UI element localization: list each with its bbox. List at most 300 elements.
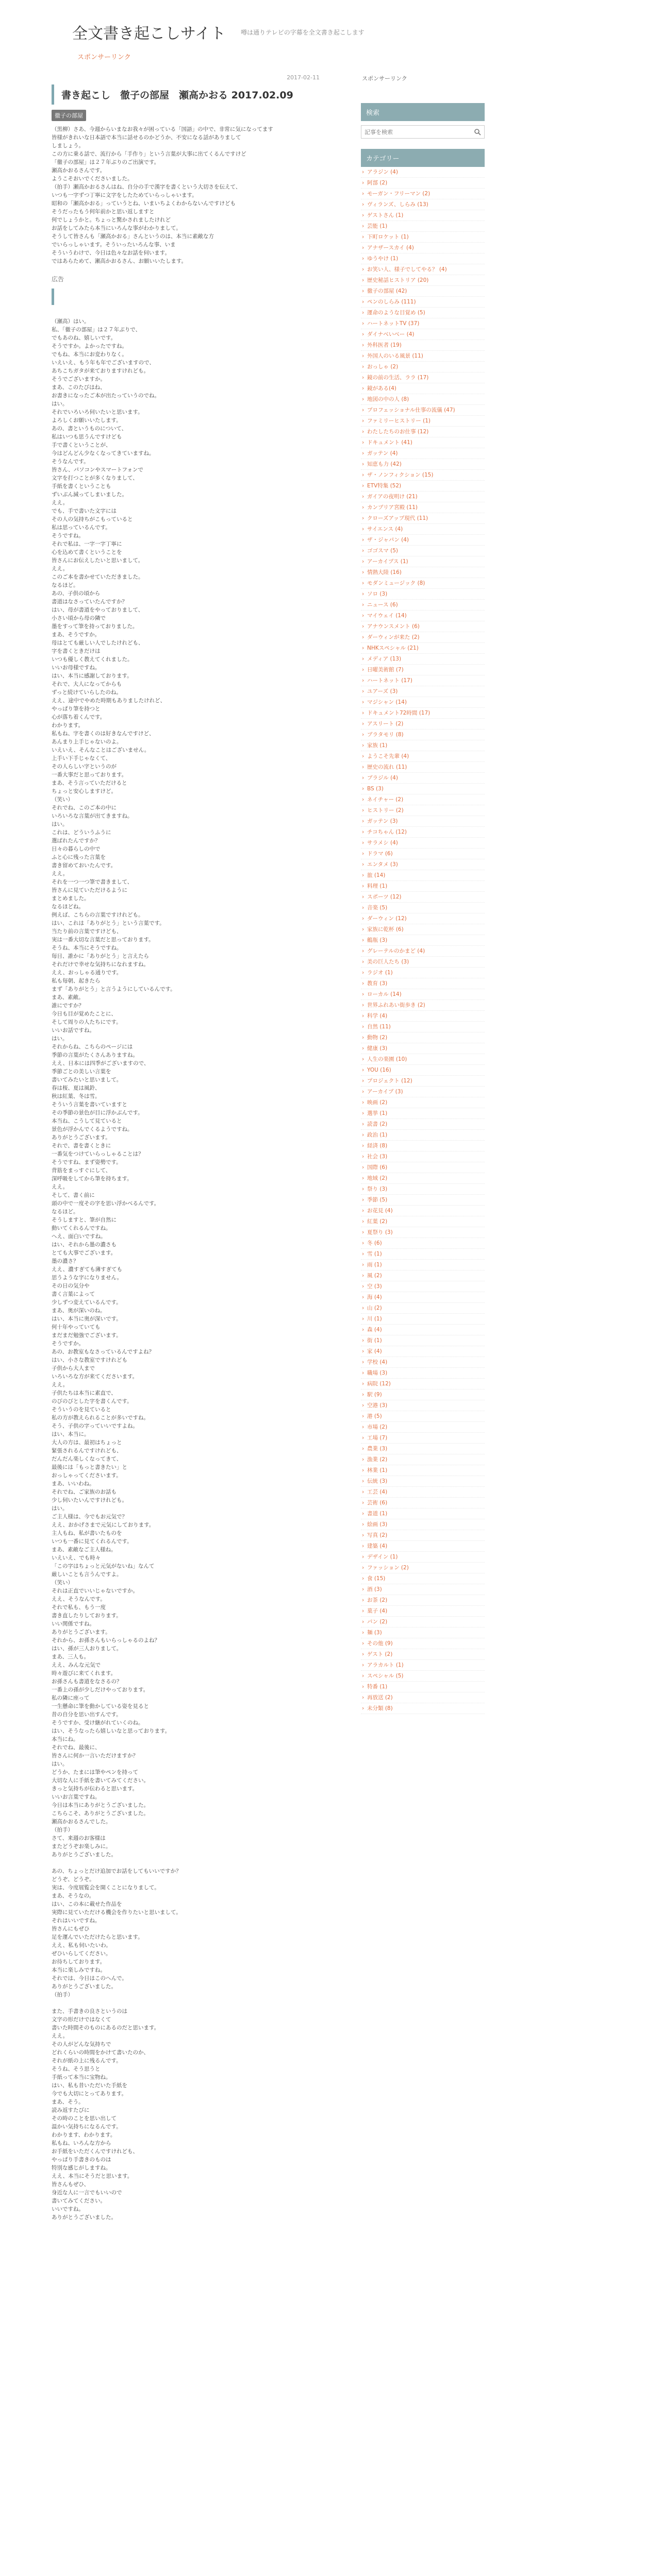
category-item[interactable]: › 科学 (4) <box>361 1011 485 1022</box>
text-line: このご本を書かせていただきました。 <box>52 574 144 580</box>
text-line: これは、どういうふうに <box>52 829 111 836</box>
text-line: それでいろいろ伺いたいと思います。 <box>52 409 143 415</box>
category-item[interactable]: › 山 (2) <box>361 1303 485 1314</box>
text-line: そうしますと、筆が自然に <box>52 1217 117 1223</box>
category-item[interactable]: › ニュース (6) <box>361 600 485 611</box>
category-item[interactable]: › 芸能 (1) <box>361 221 485 232</box>
category-item[interactable]: › デザイン (1) <box>361 1552 485 1563</box>
category-item[interactable]: › YOU (16) <box>361 1065 485 1076</box>
category-item[interactable]: › ヒストリー (2) <box>361 805 485 816</box>
category-item[interactable]: › 自然 (11) <box>361 1022 485 1032</box>
text-line: 私、「徹子の部屋」は２７年ぶりで、 <box>52 327 141 333</box>
text-line: 私の隣に座って <box>52 1695 90 1701</box>
text-line: 春は桜、夏は風鈴、 <box>52 1085 101 1091</box>
category-item[interactable]: › アナウンスメント (6) <box>361 621 485 632</box>
text-line: そうですか、受け継がれていくのね。 <box>52 1720 144 1726</box>
category-item[interactable]: › サイエンス (4) <box>361 524 485 535</box>
category-list <box>361 167 485 1714</box>
text-line: やっぱり手書きのものは <box>52 2157 111 2163</box>
category-item[interactable]: › BS (3) <box>361 784 485 794</box>
text-line: 深呼吸をしてから筆を持ちます。 <box>52 1176 133 1182</box>
text-line: 墨の濃さ？ <box>52 1258 79 1264</box>
text-line: 日々の暮らしの中で <box>52 846 101 852</box>
category-item[interactable]: › ドキュメント72時間 (17) <box>361 708 485 719</box>
text-line: それから、お孫さんもいらっしゃるのよね？ <box>52 1637 160 1643</box>
category-item[interactable]: › 地図の中の人 (8) <box>361 394 485 405</box>
text-line: あの、お教室もなさっているんですよね？ <box>52 1349 155 1355</box>
text-line: おっしゃってくださいます。 <box>52 1472 122 1479</box>
site-title[interactable]: 全文書き起こしサイト <box>72 25 226 43</box>
text-line: 身近な人に一言でもいいので <box>52 2190 122 2196</box>
category-item[interactable]: › ザ・ジャパン (4) <box>361 535 485 546</box>
category-item[interactable]: › 港 (5) <box>361 1411 485 1422</box>
text-line: あんまり上手じゃないのよ。 <box>52 739 122 745</box>
category-item[interactable]: › 季節 (5) <box>361 1195 485 1206</box>
text-line: それは正直でいいじゃないですか。 <box>52 1588 138 1594</box>
text-line: ええ、みんな元気で <box>52 1662 101 1668</box>
text-line: ええ。 <box>52 871 69 877</box>
text-line: 本当にね。 <box>52 1736 79 1742</box>
category-item[interactable]: › 麺 (3) <box>361 1628 485 1638</box>
category-item[interactable]: › ユアーズ (3) <box>361 686 485 697</box>
category-item[interactable]: › 国際 (6) <box>361 1162 485 1173</box>
text-line: いいお言葉ですね。 <box>52 1794 101 1800</box>
category-item[interactable]: › ラジオ (1) <box>361 968 485 978</box>
category-item[interactable]: › 情熱大陸 (16) <box>361 567 485 578</box>
category-item[interactable]: › モーガン・フリーマン (2) <box>361 189 485 199</box>
category-item[interactable]: › 家 (4) <box>361 1346 485 1357</box>
text-line: でもね、本当にお変わりなく。 <box>52 351 127 358</box>
quote-bar <box>52 289 54 305</box>
category-item[interactable]: › 建築 (4) <box>361 1541 485 1552</box>
category-item[interactable]: › ファッション (2) <box>361 1563 485 1573</box>
category-item[interactable]: › マジシャン (14) <box>361 697 485 708</box>
category-item[interactable]: › 市場 (2) <box>361 1422 485 1433</box>
category-item[interactable]: › 工場 (7) <box>361 1433 485 1444</box>
category-item[interactable]: › 雪 (1) <box>361 1249 485 1260</box>
category-item[interactable]: › 駅 (9) <box>361 1389 485 1400</box>
category-item[interactable]: › 食 (15) <box>361 1573 485 1584</box>
text-line: 昭和の「瀬高かおる」っていうとね、いまいちよくわからないんですけども <box>52 200 236 207</box>
text-line: 主人もね、私が書いたものを <box>52 1530 122 1536</box>
text-line: 私もね、いろんな方から <box>52 2140 111 2146</box>
category-item[interactable]: › 美の巨人たち (3) <box>361 957 485 968</box>
category-item[interactable]: › 職場 (3) <box>361 1368 485 1379</box>
category-item[interactable]: › 写真 (2) <box>361 1530 485 1541</box>
text-line: 文字の形だけではなくて <box>52 2016 111 2023</box>
text-line: ちょっと安心しますけど。 <box>52 788 117 794</box>
category-item[interactable]: › アーカイブ (3) <box>361 1087 485 1097</box>
category-item[interactable]: › アラジン (4) <box>361 167 485 178</box>
text-line: 特別な感じがしますね。 <box>52 2165 111 2171</box>
text-line: 小さい頃から母の隣で <box>52 615 106 621</box>
text-line: 皆さんにお伝えしたいと思いまして。 <box>52 557 144 564</box>
category-item[interactable]: › お茶 (2) <box>361 1595 485 1606</box>
text-line: 厳しいことも言うんですよ。 <box>52 1571 122 1578</box>
text-line: それでは、今日はこのへんで。 <box>52 1975 127 1981</box>
text-line: 私はいつも思うんですけども <box>52 434 122 440</box>
category-item[interactable]: › 経済 (8) <box>361 1141 485 1151</box>
search-heading: 検索 <box>361 103 485 121</box>
text-line: 本当ね、こうして見ていると <box>52 1118 122 1124</box>
category-item[interactable]: › 知恵も力 (42) <box>361 459 485 470</box>
category-item[interactable]: › 鏡の前の生活、ララ (17) <box>361 372 485 383</box>
category-item[interactable]: › 音楽 (5) <box>361 903 485 913</box>
text-line: ぜひいらしてください。 <box>52 1951 111 1957</box>
text-line: ではあらためて、瀬高かおるさん、お願いいたします。 <box>52 258 187 264</box>
text-line: ずっと続けていらしたのね。 <box>52 689 122 696</box>
category-item[interactable]: › ローカル (14) <box>361 989 485 1000</box>
text-line: ありがとうございます。 <box>52 1134 111 1141</box>
category-item[interactable]: › ガッテン (4) <box>361 448 485 459</box>
text-line: はい、この本に載せた作品を <box>52 1901 122 1907</box>
category-item[interactable]: › 家族に乾杯 (6) <box>361 924 485 935</box>
main-article <box>52 72 340 2576</box>
text-line: その人がどんな気持ちで <box>52 2041 111 2047</box>
category-item[interactable]: › 冬 (6) <box>361 1238 485 1249</box>
category-item[interactable]: › ドラマ (6) <box>361 849 485 859</box>
text-line: 私も毎朝、起きたら <box>52 978 101 984</box>
category-item[interactable]: › おっしゃ (2) <box>361 362 485 372</box>
text-line: 大切な人に手紙を書いてみてください。 <box>52 1777 149 1784</box>
text-line: 毎日、誰かに「ありがとう」と言えたら <box>52 953 149 959</box>
text-line: 思うような字になりません。 <box>52 1275 123 1281</box>
text-line: 瀬高かおるさんでした。 <box>52 1819 111 1825</box>
text-line: 私の方が教えられることが多いですね。 <box>52 1415 149 1421</box>
category-item[interactable]: › 絵画 (3) <box>361 1519 485 1530</box>
text-line <box>52 1859 340 1867</box>
category-item[interactable]: › プロジェクト (12) <box>361 1076 485 1087</box>
search-input[interactable] <box>361 126 465 138</box>
category-item[interactable]: › 鏡がある(4) <box>361 383 485 394</box>
text-line: あの、ちょっとだけ追加でお話をしてもいいですか？ <box>52 1868 181 1874</box>
category-item[interactable]: › ザ・ノンフィクション (15) <box>361 470 485 481</box>
text-line: 手で書くということが、 <box>52 442 111 448</box>
category-item[interactable]: › 外国人のいる風景 (11) <box>361 351 485 362</box>
category-item[interactable]: › 農業 (3) <box>361 1444 485 1454</box>
text-line: 読み返すたびに <box>52 2107 90 2113</box>
text-line: 実際に見ていただける機会を作りたいと思いまして。 <box>52 1909 181 1916</box>
category-item[interactable]: › 外科医者 (19) <box>361 340 485 351</box>
category-item[interactable]: › 人生の楽園 (10) <box>361 1054 485 1065</box>
category-item[interactable]: › 森 (4) <box>361 1325 485 1335</box>
category-item[interactable]: › 工芸 (4) <box>361 1487 485 1498</box>
category-item[interactable]: › 書道 (1) <box>361 1509 485 1519</box>
category-item[interactable]: › エンタメ (3) <box>361 859 485 870</box>
text-line: まあ、奥が深いのね。 <box>52 1308 106 1314</box>
text-line: 心を込めて書くということを <box>52 549 122 555</box>
category-item[interactable]: › クローズアップ現代 (11) <box>361 513 485 524</box>
text-line: お話をしてみたら本当にいろんな事がわかりまして。 <box>52 225 181 231</box>
text-line: 私は思っているんです。 <box>52 524 111 531</box>
text-line: はい、小さな教室ですけれども <box>52 1357 127 1363</box>
text-line: きっと気持ちが伝わると思います。 <box>52 1786 138 1792</box>
category-item[interactable]: › ハートネットTV (37) <box>361 318 485 329</box>
content-wrapper <box>52 72 610 2576</box>
category-item[interactable]: › 教育 (3) <box>361 978 485 989</box>
text-line: 当たり前の言葉ですけども、 <box>52 928 122 935</box>
text-line: なるほどね。 <box>52 904 84 910</box>
category-item[interactable]: › お花見 (4) <box>361 1206 485 1216</box>
text-line: 墨をすって筆を持っておりました。 <box>52 623 138 630</box>
text-line: そうでございますか。 <box>52 376 106 382</box>
category-item[interactable]: › プロフェッショナル仕事の流儀 (47) <box>361 405 485 416</box>
category-item[interactable]: › ダイナべいべー (4) <box>361 329 485 340</box>
text-line: ようこそおいでくださいました。 <box>52 176 133 182</box>
search-box <box>361 125 485 139</box>
category-item[interactable]: › ダーウィンが来た (2) <box>361 632 485 643</box>
category-item[interactable]: › チコちゃん (12) <box>361 827 485 838</box>
category-item[interactable]: › ようこそ先輩 (4) <box>361 751 485 762</box>
category-item[interactable]: › 祭り (3) <box>361 1184 485 1195</box>
category-item[interactable]: › 料理 (1) <box>361 881 485 892</box>
category-item[interactable]: › ゲスト (2) <box>361 1649 485 1660</box>
site-header <box>0 0 662 72</box>
category-item[interactable]: › 海 (4) <box>361 1292 485 1303</box>
text-line: そうして皆さんも「瀬高かおる」さんというのは、本当に素敵な方 <box>52 233 214 240</box>
category-item[interactable]: › カンブリア宮殿 (11) <box>361 502 485 513</box>
text-line: はい、本当に感謝しております。 <box>52 673 133 679</box>
text-line: ええ、本当にそうだと思います。 <box>52 2173 133 2179</box>
ad-label: 広告 <box>52 276 64 283</box>
category-heading: カテゴリー <box>361 149 485 167</box>
category-item[interactable]: › 芸術 (6) <box>361 1498 485 1509</box>
text-line: ええ、途中でやめた時期もありましたけれど、 <box>52 698 166 704</box>
text-line: 心が落ち着くんです。 <box>52 714 106 720</box>
text-line: はい。 <box>52 1761 68 1767</box>
category-item[interactable]: › その他 (9) <box>361 1638 485 1649</box>
text-line: 書き直したりしております。 <box>52 1613 122 1619</box>
category-item[interactable]: › 学校 (4) <box>361 1357 485 1368</box>
text-line: あの、子供の頃から <box>52 590 101 597</box>
category-item[interactable]: › ゲストさん (1) <box>361 210 485 221</box>
text-line: ええ。 <box>52 500 69 506</box>
text-line: ええ、そうなんです。 <box>52 1596 106 1602</box>
text-line: そういうわけで、今日は色々なお話を伺います。 <box>52 250 170 256</box>
text-line: 文字を打つことが多くなりまして、 <box>52 475 138 481</box>
category-item[interactable]: › 日曜美術館 (7) <box>361 665 485 675</box>
text-line: ふと心に残った言葉を <box>52 854 106 860</box>
text-line: それで私も、もう一度 <box>52 1604 106 1611</box>
category-item[interactable]: › 地域 (2) <box>361 1173 485 1184</box>
text-line: 一番大事だと思っております。 <box>52 772 127 778</box>
text-line: 子供たちは本当に素直で、 <box>52 1390 117 1396</box>
category-item[interactable]: › 家族 (1) <box>361 740 485 751</box>
text-line: まとめました。 <box>52 895 90 902</box>
category-item[interactable]: › 再放送 (2) <box>361 1692 485 1703</box>
post-title-box <box>52 84 340 105</box>
category-item[interactable]: › 漁業 (2) <box>361 1454 485 1465</box>
category-tag[interactable]: 徹子の部屋 <box>52 110 86 121</box>
category-item[interactable]: › ゆうやけ (1) <box>361 253 485 264</box>
category-item[interactable]: › 伝統 (3) <box>361 1476 485 1487</box>
text-line: 例えば、こちらの言葉ですけれども。 <box>52 912 144 918</box>
text-line: はい。 <box>52 1505 68 1512</box>
text-line: 手紙を書くということも <box>52 483 111 489</box>
category-item[interactable]: › 社会 (3) <box>361 1151 485 1162</box>
text-line: そうね、そう思うと <box>52 2066 101 2072</box>
category-item[interactable]: › ダーウィン (12) <box>361 913 485 924</box>
text-line: ええ、おかげさまで元気にしております。 <box>52 1522 155 1528</box>
category-item[interactable]: › 運命のような目覚め (5) <box>361 308 485 318</box>
category-item[interactable]: › 鶴瓶 (3) <box>361 935 485 946</box>
category-item[interactable]: › ガイアの夜明け (21) <box>361 492 485 502</box>
text-line: （笑い） <box>52 1580 73 1586</box>
category-item[interactable]: › ゴゴスマ (5) <box>361 546 485 556</box>
text-line: あの、書というものについて、 <box>52 426 127 432</box>
category-item[interactable]: › ソロ (3) <box>361 589 485 600</box>
text-line: はい、私も昔いただいた手紙を <box>52 2082 127 2089</box>
category-item[interactable]: › アスリート (2) <box>361 719 485 730</box>
text-line: まあ、そうですか。 <box>52 632 101 638</box>
category-item[interactable]: › ガッテン (3) <box>361 816 485 827</box>
search-icon[interactable] <box>474 128 481 135</box>
intro-text <box>52 125 340 265</box>
category-item[interactable]: › アーカイブス (1) <box>361 556 485 567</box>
category-item[interactable]: › 夏祭り (3) <box>361 1227 485 1238</box>
category-item[interactable]: › パン (2) <box>361 1617 485 1628</box>
text-line: 選ばれたんですか？ <box>52 838 101 844</box>
text-line: 子供から大人まで <box>52 1365 95 1371</box>
category-item[interactable]: › 世界ふれあい街歩き (2) <box>361 1000 485 1011</box>
category-item[interactable]: › 風 (2) <box>361 1270 485 1281</box>
category-item[interactable]: › モダンミュージック (8) <box>361 578 485 589</box>
text-line: 何でしょうかと。ちょっと驚かされましたけれど <box>52 217 171 223</box>
text-line: でも、手で書いた文字には <box>52 508 117 514</box>
category-item[interactable]: › 動物 (2) <box>361 1032 485 1043</box>
category-item[interactable]: › 特番 (1) <box>361 1682 485 1692</box>
text-line: 母はとても厳しい人でしたけれども、 <box>52 640 144 646</box>
text-line: 一番上の孫が少しだけやっております。 <box>52 1687 149 1693</box>
text-line: お手紙をいただくんですけれども、 <box>52 2148 138 2155</box>
post-title: 書き起こし 徹子の部屋 瀬高かおる 2017.02.09 <box>61 90 293 101</box>
text-line: はい、それから墨の濃さも <box>52 1242 117 1248</box>
text-line: 誰にですか？ <box>52 1003 84 1009</box>
text-line: とても大事でございます。 <box>52 1250 117 1256</box>
text-line: 大人の方は、最初はちょっと <box>52 1439 122 1446</box>
category-item[interactable]: › 旅 (14) <box>361 870 485 881</box>
text-line: さて、来週のお客様は <box>52 1835 106 1841</box>
post-date: 2017-02-11 <box>287 74 320 81</box>
category-item[interactable]: › ドキュメント (41) <box>361 437 485 448</box>
text-line: まあ、三人も。 <box>52 1654 90 1660</box>
text-line: それでね、ご家族のお話も <box>52 1489 117 1495</box>
category-item[interactable]: › ファミリーヒストリー (1) <box>361 416 485 427</box>
category-item[interactable]: › グレーテルのかまど (4) <box>361 946 485 957</box>
category-item[interactable]: › メディア (13) <box>361 654 485 665</box>
text-line: 何十年やっていても <box>52 1324 101 1330</box>
category-item[interactable]: › 菓子 (4) <box>361 1606 485 1617</box>
text-line: どうぞ、どうぞ。 <box>52 1876 95 1883</box>
category-item[interactable]: › 政治 (1) <box>361 1130 485 1141</box>
text-line: そういう言葉を書いていますと <box>52 1101 127 1108</box>
text-line: （黒柳）さあ、今週からいまなお我々が困っている「国語」の中で、非常に気になってます <box>52 126 273 132</box>
text-line: いえいえ、でも時々 <box>52 1555 101 1561</box>
category-item[interactable]: › 川 (1) <box>361 1314 485 1325</box>
category-item[interactable]: › 空港 (3) <box>361 1400 485 1411</box>
text-line: はい。 <box>52 821 68 827</box>
category-item[interactable]: › 林業 (1) <box>361 1465 485 1476</box>
category-item[interactable]: › 紅葉 (2) <box>361 1216 485 1227</box>
text-line: お書きになったご本が出たっていうのでね。 <box>52 393 160 399</box>
text-line: 秋は紅葉、冬は雪。 <box>52 1093 101 1099</box>
text-line: はい。 <box>52 401 68 407</box>
category-item[interactable]: › 病院 (12) <box>361 1379 485 1389</box>
text-line: わかります。 <box>52 722 84 728</box>
text-line: 「徹子の部屋」は２７年ぶりのご出演です。 <box>52 159 160 165</box>
text-line: ありがとうございました。 <box>52 1852 117 1858</box>
category-item[interactable]: › ヴィランズ、しらみ (13) <box>361 199 485 210</box>
category-item[interactable]: › お笑い人、様子でしてやる？ (4) <box>361 264 485 275</box>
category-item[interactable]: › ブラタモリ (8) <box>361 730 485 740</box>
text-line: 皆さんに何か一言いただけますか？ <box>52 1753 138 1759</box>
category-item[interactable]: › 空 (3) <box>361 1281 485 1292</box>
category-item[interactable]: › アナザースカイ (4) <box>361 243 485 253</box>
category-item[interactable]: › サラメシ (4) <box>361 838 485 849</box>
category-item[interactable]: › 阿部 (2) <box>361 178 485 189</box>
category-item[interactable]: › 雨 (1) <box>361 1260 485 1270</box>
text-line: その季節の景色が目に浮かぶんです。 <box>52 1110 143 1116</box>
text-line: のびのびとした字を書くんです。 <box>52 1398 133 1404</box>
text-line: でもあのね、嬉しいです。 <box>52 335 117 341</box>
text-line: 字を書くときだけは <box>52 648 101 654</box>
text-line: 手紙って本当に宝物ね。 <box>52 2074 111 2080</box>
text-line: 季節ごとの美しい言葉を <box>52 1069 111 1075</box>
text-line: そうね、本当にそうですね。 <box>52 945 122 951</box>
category-item[interactable]: › 歴史の流れ (11) <box>361 762 485 773</box>
category-item[interactable]: › スポーツ (12) <box>361 892 485 903</box>
category-item[interactable]: › ETV特集 (52) <box>361 481 485 492</box>
text-line: ええ、日本には四季がございますので、 <box>52 1060 150 1066</box>
category-item[interactable]: › 歴史秘話ヒストリア (20) <box>361 275 485 286</box>
category-item[interactable]: › 読書 (2) <box>361 1119 485 1130</box>
sponsor-link[interactable]: スポンサーリンク <box>77 54 131 61</box>
text-line: ええ。 <box>52 566 69 572</box>
category-item[interactable]: › スペシャル (5) <box>361 1671 485 1682</box>
text-line: この方に乗る話で、流行から「手作り」という言葉が大事に出てくるんですけど <box>52 151 246 157</box>
text-line: 温かい気持ちになるんです。 <box>52 2124 122 2130</box>
text-line: それでね、最後に、 <box>52 1744 101 1751</box>
category-item[interactable]: › わたしたちのお仕事 (12) <box>361 427 485 437</box>
category-item[interactable]: › 選挙 (1) <box>361 1108 485 1119</box>
text-line: まあ、いいわね。 <box>52 1481 95 1487</box>
category-item[interactable]: › 映画 (2) <box>361 1097 485 1108</box>
category-item[interactable]: › ペンのしらみ (111) <box>361 297 485 308</box>
category-item[interactable]: › 健康 (3) <box>361 1043 485 1054</box>
category-item[interactable]: › アラカルト (1) <box>361 1660 485 1671</box>
text-line: どれくらいの時間をかけて書いたのか、 <box>52 2049 149 2056</box>
category-item[interactable]: › マイウェイ (14) <box>361 611 485 621</box>
text-line: 皆さんにもぜひ <box>52 1926 90 1932</box>
category-item[interactable]: › 酒 (3) <box>361 1584 485 1595</box>
category-item[interactable]: › 下町ロケット (1) <box>361 232 485 243</box>
category-item[interactable]: › 街 (1) <box>361 1335 485 1346</box>
text-line: わかります、わかります。 <box>52 2132 116 2138</box>
category-item[interactable]: › ブラジル (4) <box>361 773 485 784</box>
text-line: 上手い下手じゃなくて、 <box>52 755 111 761</box>
text-line: それからね、こちらのページには <box>52 1044 133 1050</box>
category-item[interactable]: › NHKスペシャル (21) <box>361 643 485 654</box>
text-line: 皆様がきれいな日本語で本当に話せるのかどうか、不安になる話がありまして <box>52 134 241 141</box>
text-line: ええ、おっしゃる通りです。 <box>52 970 122 976</box>
category-item[interactable]: › 徹子の部屋 (42) <box>361 286 485 297</box>
text-line: まだまだ勉強でございます。 <box>52 1332 122 1338</box>
category-item[interactable]: › 未分類 (8) <box>361 1703 485 1714</box>
text-line: 皆さんもぜひ、 <box>52 2181 90 2188</box>
category-item[interactable]: › ネイチャー (2) <box>361 794 485 805</box>
category-item[interactable]: › ハートネット (17) <box>361 675 485 686</box>
text-line: 書いた時間そのものにあるのだと思います。 <box>52 2025 160 2031</box>
